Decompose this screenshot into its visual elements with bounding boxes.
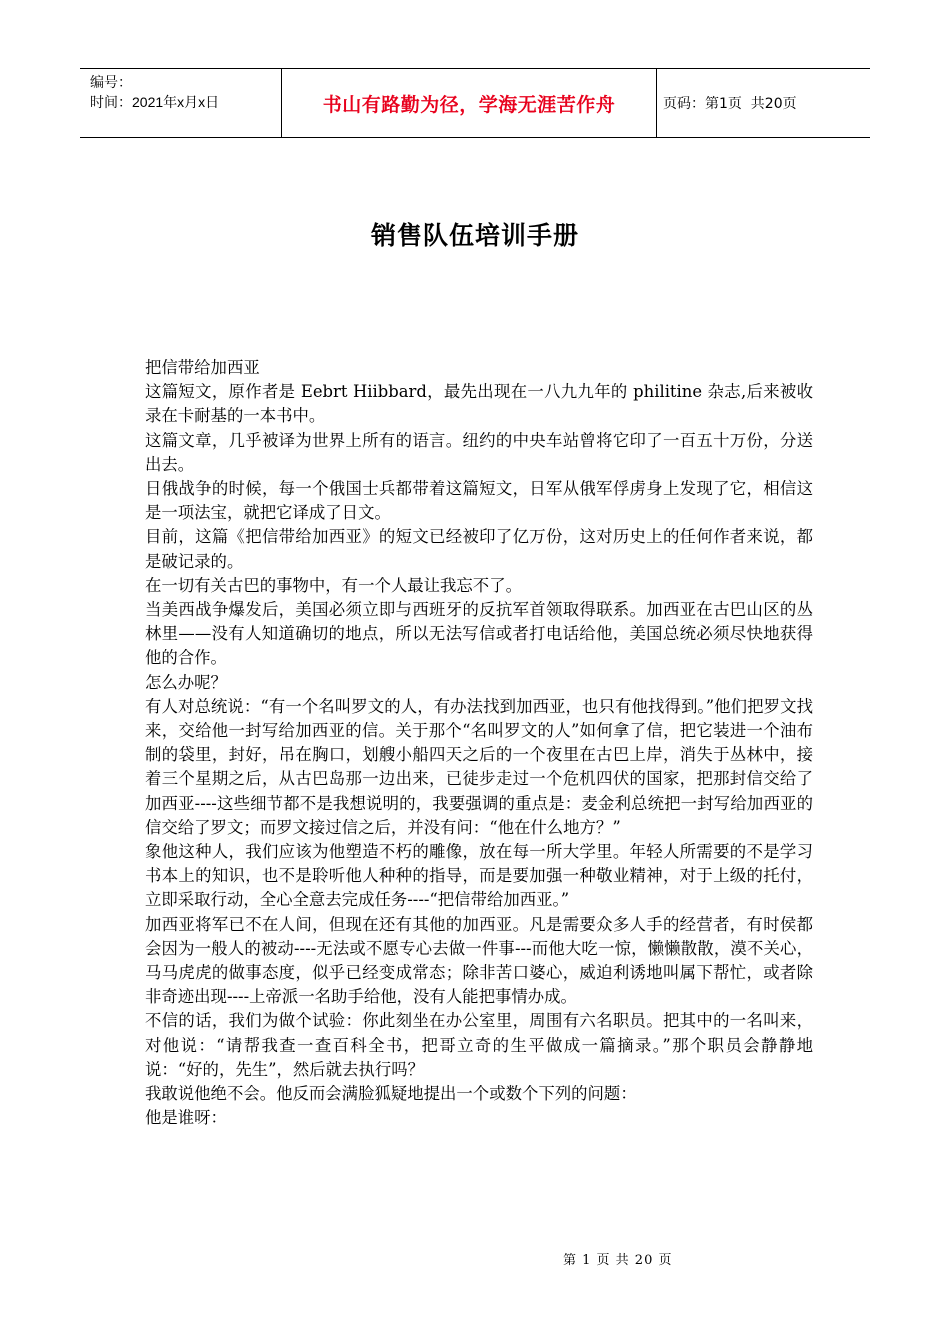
header-number-label: 编号： <box>90 74 132 90</box>
header-meta <box>80 69 282 137</box>
body-paragraph: 当美西战争爆发后，美国必须立即与西班牙的反抗军首领取得联系。加西亚在古巴山区的丛林里——没有人知道确切的地点，所以无法写信或者打电话给他，美国总统必须尽快地获得他的合作。 <box>145 600 813 668</box>
body-paragraph: 日俄战争的时候，每一个俄国士兵都带着这篇短文，日军从俄军俘虏身上发现了它，相信这是一项法宝，就把它译成了日文。 <box>145 479 813 523</box>
body-paragraph: 这篇文章，几乎被译为世界上所有的语言。纽约的中央车站曾将它印了一百五十万份，分送出去。 <box>145 430 813 474</box>
body-paragraph: 不信的话，我们为做个试验：你此刻坐在办公室里，周围有六名职员。把其中的一名叫来，对他说：“请帮我查一查百科全书，把哥立奇的生平做成一篇摘录。”那个职员会静静地说：“好的，先生”，然后就去执行吗？ <box>145 1011 813 1079</box>
body-paragraph: 有人对总统说：“有一个名叫罗文的人，有办法找到加西亚，也只有他找得到。”他们把罗文找来，交给他一封写给加西亚的信。关于那个“名叫罗文的人”如何拿了信，把它装进一个油布制的袋里，封好，吊在胸口，划艘小船四天之后的一个夜里在古巴上岸，消失于丛林中，接着三个星期之后，从古巴岛那一边出来，已徒步走过一个危机四伏的国家，把那封信交给了加西亚----这些细节都不是我想说明的，我要强调的重点是：麦金利总统把一封写给加西亚的信交给了罗文；而罗文接过信之后，并没有问：“他在什么地方？” <box>145 696 813 837</box>
document-title: 销售队伍培训手册 <box>370 221 579 250</box>
header-date-label: 时间：2021年x月x日 <box>90 94 220 110</box>
header-page-info: 页码：第1页 共20页 <box>663 96 797 112</box>
body-paragraph: 在一切有关古巴的事物中，有一个人最让我忘不了。 <box>145 575 522 595</box>
body-paragraph: 他是谁呀： <box>145 1108 227 1128</box>
document-header <box>80 68 870 138</box>
header-motto-cell <box>282 69 657 137</box>
body-paragraph: 目前，这篇《把信带给加西亚》的短文已经被印了亿万份，这对历史上的任何作者来说，都是破记录的。 <box>145 527 813 571</box>
body-paragraph: 怎么办呢？ <box>145 672 227 692</box>
body-paragraph: 这篇短文，原作者是 Eebrt Hiibbard，最先出现在一八九九年的 philitine 杂志,后来被收录在卡耐基的一本书中。 <box>145 382 813 426</box>
body-paragraph: 我敢说他绝不会。他反而会满脸狐疑地提出一个或数个下列的问题： <box>145 1084 637 1104</box>
body-paragraph: 象他这种人，我们应该为他塑造不朽的雕像，放在每一所大学里。年轻人所需要的不是学习书本上的知识，也不是聆听他人种种的指导，而是要加强一种敬业精神，对于上级的托付，立即采取行动，全心全意去完成任务----“把信带给加西亚。” <box>145 842 813 910</box>
body-paragraph: 加西亚将军已不在人间，但现在还有其他的加西亚。凡是需要众多人手的经营者，有时侯都会因为一般人的被动----无法或不愿专心去做一件事---而他大吃一惊，懒懒散散，漠不关心，马马虎虎的做事态度，似乎已经变成常态；除非苦口婆心，威迫利诱地叫属下帮忙，或者除非奇迹出现----上帝派一名助手给他，没有人能把事情办成。 <box>145 914 813 1007</box>
header-motto: 书山有路勤为径，学海无涯苦作舟 <box>322 93 616 116</box>
page-footer: 第 1 页 共 20 页 <box>563 1253 673 1268</box>
body-paragraph: 把信带给加西亚 <box>145 358 260 377</box>
document-body <box>145 356 813 1131</box>
header-page-cell <box>657 69 870 137</box>
